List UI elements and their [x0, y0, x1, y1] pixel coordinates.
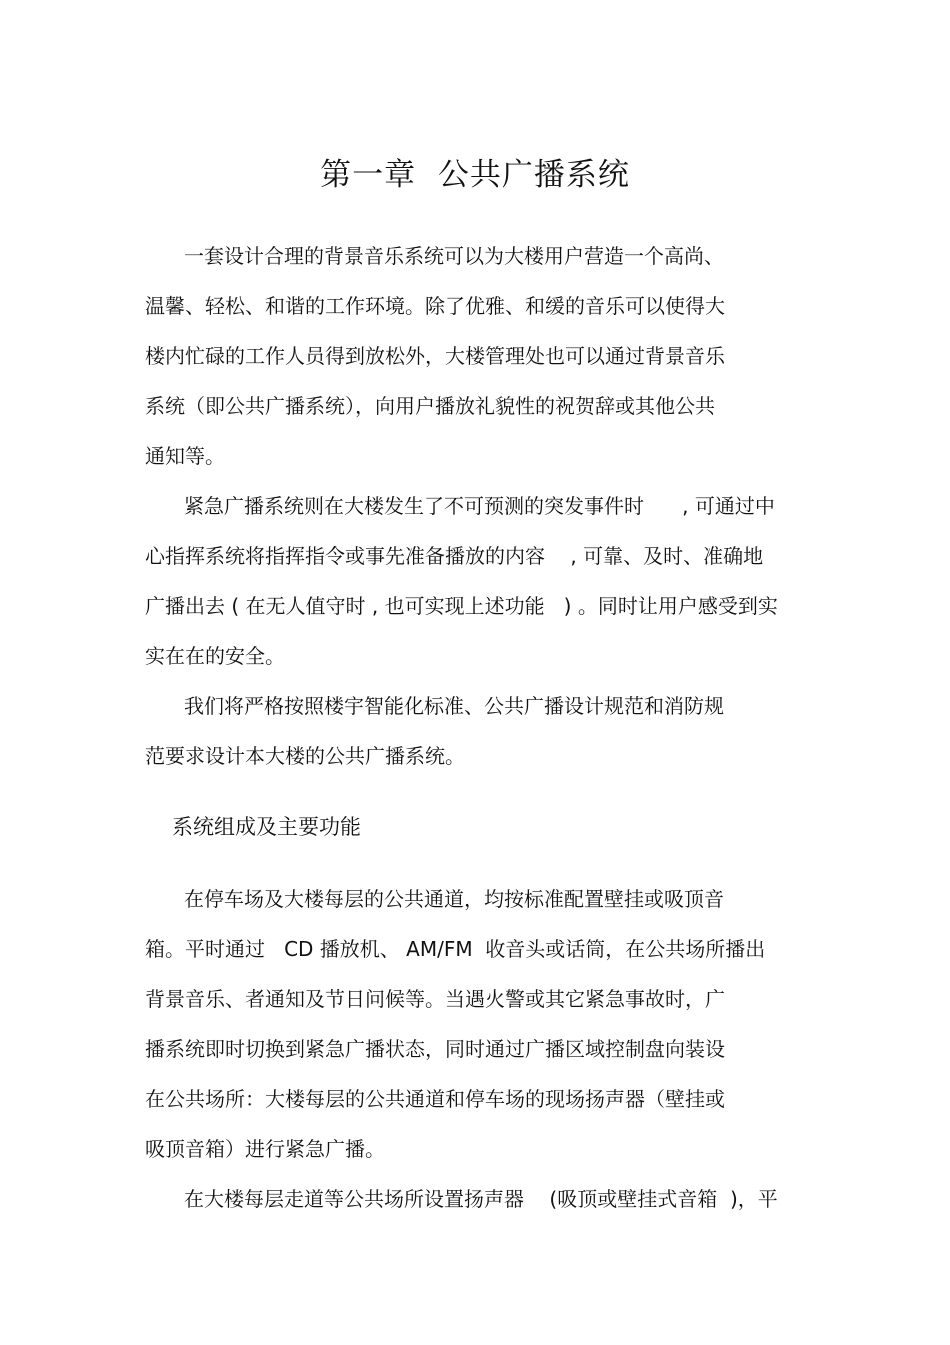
paragraph-2-line-2: 心指挥系统将指挥指令或事先准备播放的内容 , 可靠、及时、准确地 [145, 544, 764, 568]
paragraph-3-line-1: 我们将严格按照楼宇智能化标准、公共广播设计规范和消防规 [184, 694, 724, 718]
paragraph-1-line-5: 通知等。 [145, 444, 225, 468]
paragraph-2-line-3: 广播出去 ( 在无人值守时 , 也可实现上述功能 ) 。同时让用户感受到实 [145, 594, 778, 618]
section-paragraph-2-line-1: 在大楼每层走道等公共场所设置扬声器 (吸顶或壁挂式音箱 )，平 [184, 1187, 778, 1211]
paragraph-1-line-4: 系统（即公共广播系统），向用户播放礼貌性的祝贺辞或其他公共 [145, 394, 715, 418]
paragraph-1-line-3: 楼内忙碌的工作人员得到放松外，大楼管理处也可以通过背景音乐 [145, 344, 725, 368]
paragraph-2-line-4: 实在在的安全。 [145, 644, 285, 668]
chapter-title: 第一章 公共广播系统 [320, 157, 630, 193]
section-paragraph-1-line-4: 播系统即时切换到紧急广播状态，同时通过广播区域控制盘向装设 [145, 1037, 725, 1061]
paragraph-1-line-2: 温馨、轻松、和谐的工作环境。除了优雅、和缓的音乐可以使得大 [145, 294, 725, 318]
paragraph-2-line-1: 紧急广播系统则在大楼发生了不可预测的突发事件时 , 可通过中 [184, 494, 775, 518]
paragraph-3-line-2: 范要求设计本大楼的公共广播系统。 [145, 744, 465, 768]
section-paragraph-1-line-1: 在停车场及大楼每层的公共通道，均按标准配置壁挂或吸顶音 [184, 887, 724, 911]
section-paragraph-1-line-3: 背景音乐、者通知及节日问候等。当遇火警或其它紧急事故时，广 [145, 987, 725, 1011]
section-paragraph-1-line-5: 在公共场所：大楼每层的公共通道和停车场的现场扬声器（壁挂或 [145, 1087, 725, 1111]
paragraph-1-line-1: 一套设计合理的背景音乐系统可以为大楼用户营造一个高尚、 [184, 244, 724, 268]
section-paragraph-1-line-6: 吸顶音箱）进行紧急广播。 [145, 1137, 385, 1161]
section-paragraph-1-line-2: 箱。平时通过 CD 播放机、 AM/FM 收音头或话筒，在公共场所播出 [145, 937, 766, 961]
section-heading: 系统组成及主要功能 [172, 815, 361, 839]
